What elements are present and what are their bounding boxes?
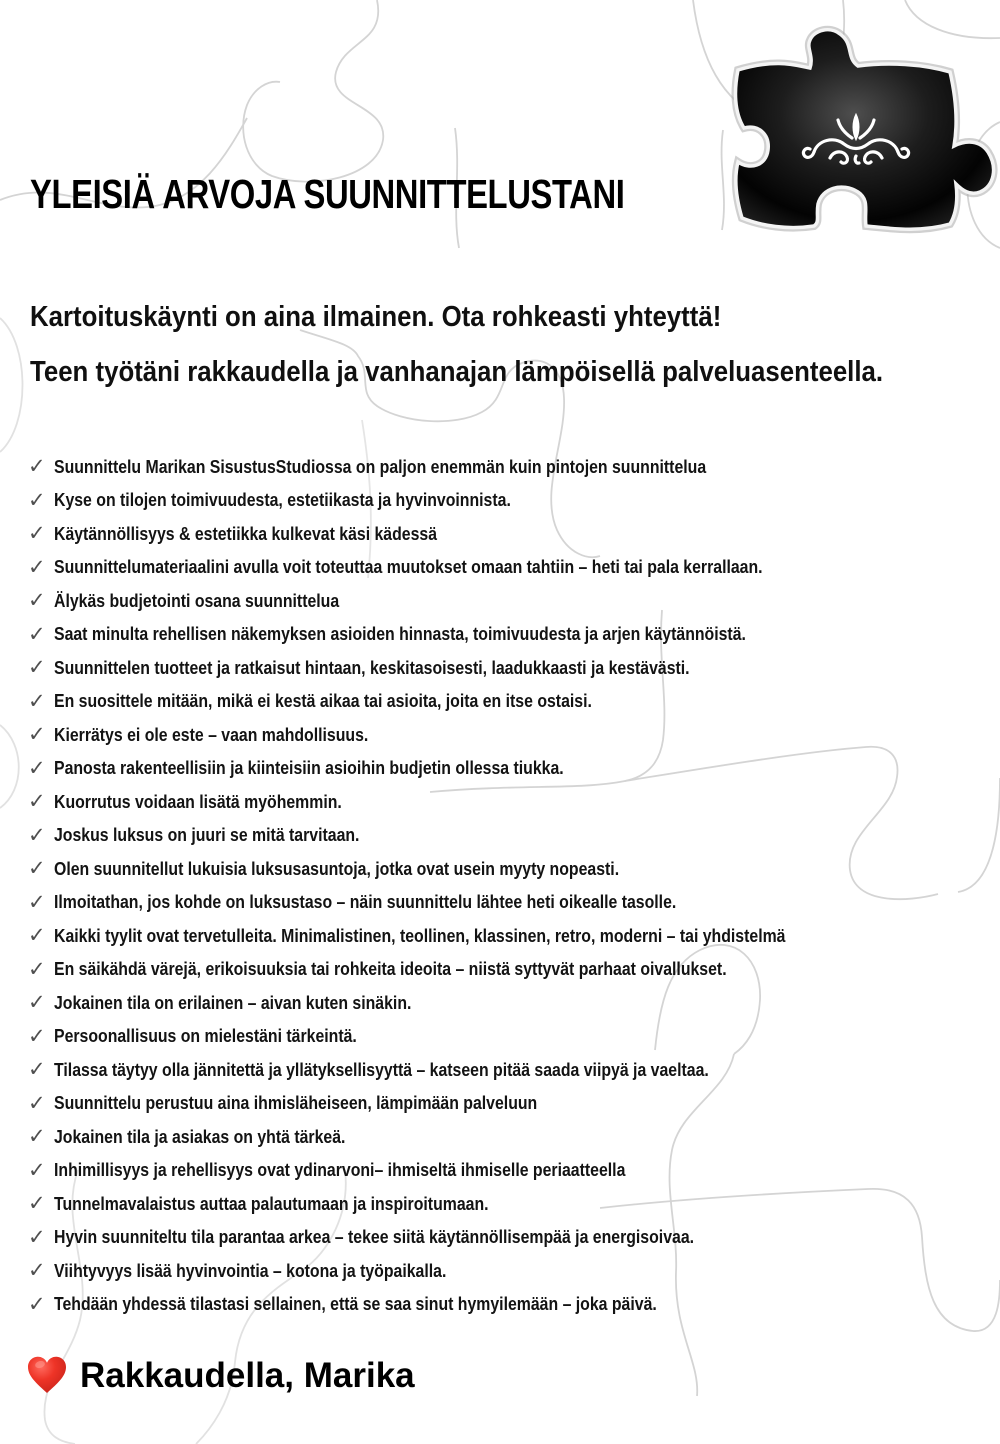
list-item-text: Inhimillisyys ja rehellisyys ovat ydinarvoni– ihmiseltä ihmiselle periaatteella — [54, 1160, 626, 1181]
list-item-text: Viihtyvyys lisää hyvinvointia – kotona ja työpaikalla. — [54, 1260, 447, 1281]
list-item-text: Hyvin suunniteltu tila parantaa arkea – tekee siitä käytännöllisempää ja energisoivaa. — [54, 1227, 695, 1248]
list-item — [28, 618, 885, 652]
list-item — [28, 919, 885, 953]
list-item — [28, 1020, 885, 1054]
list-item-text: Älykäs budjetointi osana suunnittelua — [54, 590, 340, 611]
checkmark-icon: ✓ — [28, 957, 46, 981]
checkmark-icon: ✓ — [28, 689, 46, 713]
checkmark-icon: ✓ — [28, 555, 46, 579]
list-item-text: Kuorrutus voidaan lisätä myöhemmin. — [54, 791, 342, 812]
checkmark-icon: ✓ — [28, 790, 46, 814]
list-item — [28, 484, 885, 518]
checkmark-icon: ✓ — [28, 1125, 46, 1149]
checkmark-icon: ✓ — [28, 991, 46, 1015]
list-item — [28, 986, 885, 1020]
signature-text: Rakkaudella, Marika — [80, 1356, 415, 1395]
list-item-text: En suosittele mitään, mikä ei kestä aikaa tai asioita, joita en itse ostaisi. — [54, 691, 592, 712]
list-item — [28, 517, 885, 551]
list-item-text: Kyse on tilojen toimivuudesta, estetiikasta ja hyvinvoinnista. — [54, 490, 511, 511]
checkmark-icon: ✓ — [28, 1058, 46, 1082]
list-item-text: Jokainen tila on erilainen – aivan kuten sinäkin. — [54, 992, 412, 1013]
list-item-text: Olen suunnitellut lukuisia luksusasuntoja, jotka ovat usein myyty nopeasti. — [54, 858, 620, 879]
list-item-text: Käytännöllisyys & estetiikka kulkevat käsi kädessä — [54, 523, 438, 544]
checkmark-icon: ✓ — [28, 890, 46, 914]
list-item — [28, 551, 885, 585]
list-item-text: Ilmoitathan, jos kohde on luksustaso – näin suunnittelu lähtee heti oikealle tasolle. — [54, 892, 677, 913]
list-item-text: Joskus luksus on juuri se mitä tarvitaan. — [54, 825, 360, 846]
list-item-text: Tilassa täytyy olla jännitettä ja yllätyksellisyyttä – katseen pitää saada viipyä ja vaeltaa. — [54, 1059, 709, 1080]
heart-icon — [27, 1356, 67, 1396]
checkmark-icon: ✓ — [28, 1158, 46, 1182]
list-item — [28, 752, 885, 786]
signature — [27, 1356, 415, 1396]
checkmark-icon: ✓ — [28, 1292, 46, 1316]
list-item-text: Saat minulta rehellisen näkemyksen asioiden hinnasta, toimivuudesta ja arjen käytännöistä. — [54, 624, 746, 645]
checkmark-icon: ✓ — [28, 1259, 46, 1283]
checkmark-icon: ✓ — [28, 857, 46, 881]
checkmark-icon: ✓ — [28, 1225, 46, 1249]
checkmark-icon: ✓ — [28, 723, 46, 747]
list-item — [28, 886, 885, 920]
checkmark-icon: ✓ — [28, 589, 46, 613]
checkmark-icon: ✓ — [28, 1091, 46, 1115]
list-item — [28, 1154, 885, 1188]
values-list — [28, 450, 885, 1321]
list-item — [28, 852, 885, 886]
list-item-text: Kierrätys ei ole este – vaan mahdollisuus. — [54, 724, 369, 745]
list-item — [28, 1120, 885, 1154]
page-title: YLEISIÄ ARVOJA SUUNNITTELUSTANI — [30, 171, 625, 217]
checkmark-icon: ✓ — [28, 488, 46, 512]
list-item-text: Suunnittelu perustuu aina ihmisläheiseen, lämpimään palveluun — [54, 1093, 538, 1114]
list-item — [28, 1053, 885, 1087]
checkmark-icon: ✓ — [28, 823, 46, 847]
list-item — [28, 819, 885, 853]
list-item — [28, 450, 885, 484]
list-item-text: En säikähdä värejä, erikoisuuksia tai rohkeita ideoita – niistä syttyvät parhaat oivallukset. — [54, 959, 727, 980]
list-item — [28, 651, 885, 685]
list-item — [28, 1254, 885, 1288]
list-item — [28, 584, 885, 618]
checkmark-icon: ✓ — [28, 924, 46, 948]
list-item — [28, 785, 885, 819]
list-item — [28, 1288, 885, 1322]
list-item-text: Suunnittelen tuotteet ja ratkaisut hintaan, keskitasoisesti, laadukkaasti ja kestävästi. — [54, 657, 690, 678]
list-item-text: Panosta rakenteellisiin ja kiinteisiin asioihin budjetin ollessa tiukka. — [54, 758, 564, 779]
intro-line-2: Teen työtäni rakkaudella ja vanhanajan lämpöisellä palveluasenteella. — [30, 356, 884, 388]
black-puzzle-piece-image — [712, 22, 1000, 254]
checkmark-icon: ✓ — [28, 622, 46, 646]
list-item — [28, 1221, 885, 1255]
list-item — [28, 953, 885, 987]
list-item — [28, 718, 885, 752]
list-item — [28, 1087, 885, 1121]
checkmark-icon: ✓ — [28, 1192, 46, 1216]
list-item-text: Persoonallisuus on mielestäni tärkeintä. — [54, 1026, 357, 1047]
list-item — [28, 685, 885, 719]
checkmark-icon: ✓ — [28, 756, 46, 780]
list-item-text: Kaikki tyylit ovat tervetulleita. Minimalistinen, teollinen, klassinen, retro, moderni – tai yhdistelmä — [54, 925, 786, 946]
list-item-text: Jokainen tila ja asiakas on yhtä tärkeä. — [54, 1126, 346, 1147]
list-item-text: Suunnittelu Marikan SisustusStudiossa on paljon enemmän kuin pintojen suunnittelua — [54, 456, 707, 477]
list-item-text: Tunnelmavalaistus auttaa palautumaan ja inspiroitumaan. — [54, 1193, 489, 1214]
intro-line-1: Kartoituskäynti on aina ilmainen. Ota rohkeasti yhteyttä! — [30, 301, 722, 333]
checkmark-icon: ✓ — [28, 656, 46, 680]
checkmark-icon: ✓ — [28, 1024, 46, 1048]
checkmark-icon: ✓ — [28, 522, 46, 546]
checkmark-icon: ✓ — [28, 455, 46, 479]
list-item — [28, 1187, 885, 1221]
list-item-text: Tehdään yhdessä tilastasi sellainen, että se saa sinut hymyilemään – joka päivä. — [54, 1294, 657, 1315]
list-item-text: Suunnittelumateriaalini avulla voit toteuttaa muutokset omaan tahtiin – heti tai pala kerrallaan. — [54, 557, 763, 578]
